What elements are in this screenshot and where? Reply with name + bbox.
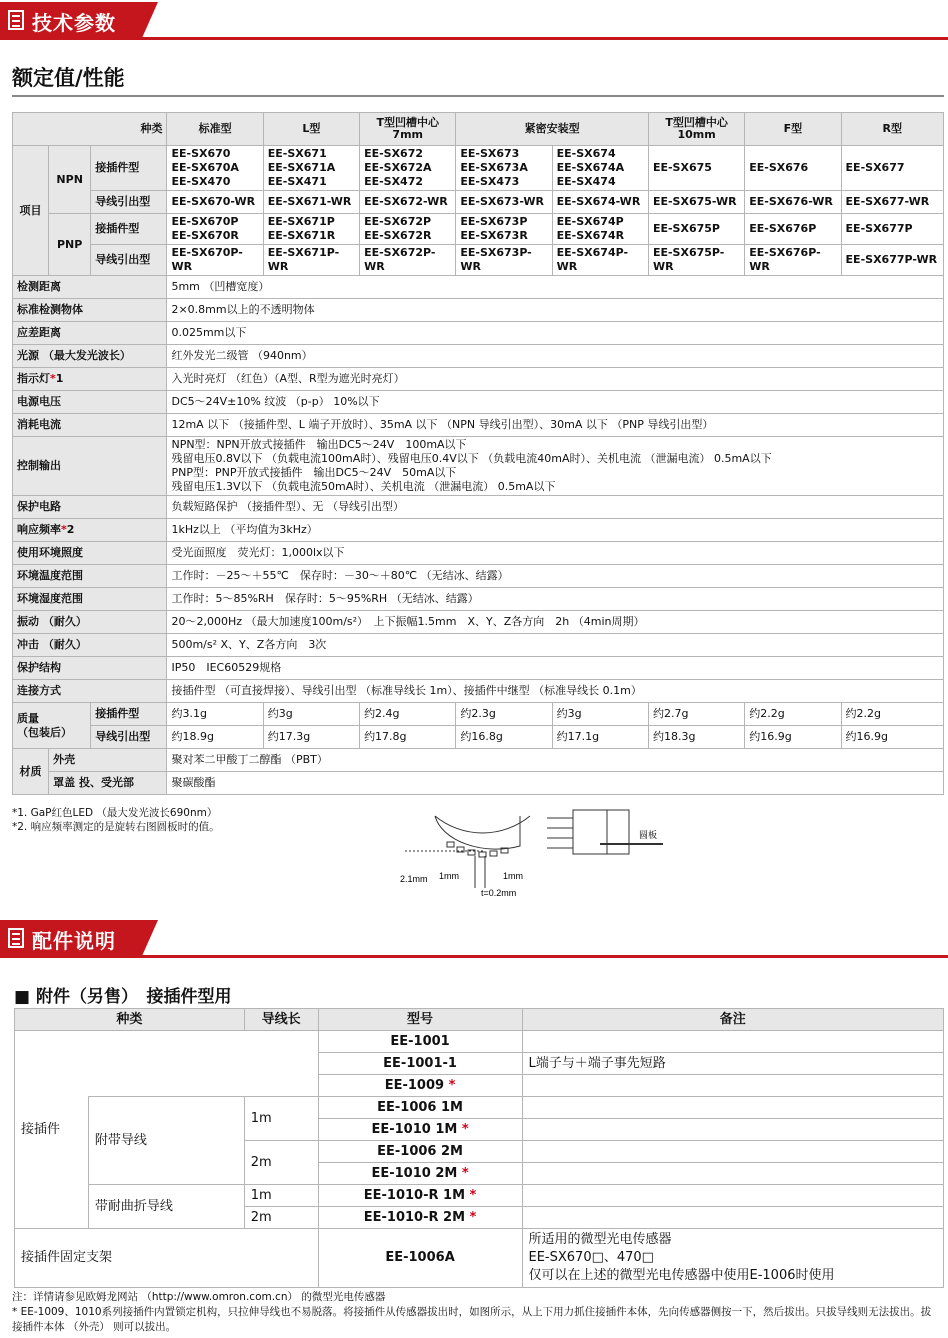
spec-label — [13, 657, 167, 680]
acc-col-length: 导线长 — [244, 1009, 318, 1031]
spec-row — [13, 345, 944, 368]
mass-value: 约17.3g — [263, 726, 359, 749]
note-number: 1 — [55, 372, 64, 385]
note-number: 2 — [66, 523, 75, 536]
footer-note-1: 注：详情请参见欧姆龙网站 （http://www.omron.com.cn） 的微型光电传感器 — [12, 1291, 386, 1303]
acc-remark — [522, 1207, 944, 1229]
spec-value: 入光时亮灯 （红色）（A型、R型为遮光时亮灯） — [167, 368, 944, 391]
acc-model: EE-1006 2M — [318, 1141, 522, 1163]
acc-header-row — [15, 1009, 944, 1031]
section-banner-accessories — [0, 920, 948, 958]
acc-star: * — [461, 1121, 469, 1137]
acc-remark — [522, 1163, 944, 1185]
acc-col-remark: 备注 — [522, 1009, 944, 1031]
model-cell: EE-SX677P — [841, 214, 943, 245]
mass-value: 约2.4g — [360, 703, 456, 726]
acc-bracket-model: EE-1006A — [318, 1229, 522, 1288]
spec-label — [13, 611, 167, 634]
acc-remark: L端子与＋端子事先短路 — [522, 1053, 944, 1075]
material-label: 材质 — [13, 749, 49, 795]
acc-star: * — [469, 1209, 477, 1225]
pnp-label: PNP — [49, 214, 91, 276]
footer-note-2: * EE-1009、1010系列接插件内置锁定机构，只拉伸导线也不易脱落。将接插件从传感器拔出时，如图所示，从上下用力抓住接插件本体，先向传感器侧按一下，然后拔出。只拔导线则无法拔出。拔接插件本体 （外壳） 则可以拔出。 — [12, 1306, 932, 1333]
spec-row — [13, 588, 944, 611]
spec-value: 500m/s² X、Y、Z各方向 3次 — [167, 634, 944, 657]
spec-label — [13, 391, 167, 414]
acc-length-1m: 1m — [244, 1185, 318, 1207]
spec-row — [13, 276, 944, 299]
model-cell: EE-SX672P-WR — [360, 245, 456, 276]
board-label: 圆板 — [639, 830, 658, 840]
pnp-cable-row — [13, 245, 944, 276]
spec-value: 2×0.8mm以上的不透明物体 — [167, 299, 944, 322]
note-2: *2. 响应频率测定的是旋转右图圆板时的值。 — [12, 821, 220, 833]
spec-label — [13, 634, 167, 657]
type-label: 种类 — [13, 113, 167, 146]
spec-value: 12mA 以下 （接插件型、L 端子开放时）、35mA 以下 （NPN 导线引出型）、30mA 以下 （PNP 导线引出型） — [167, 414, 944, 437]
rotating-disk-diagram — [395, 806, 695, 902]
spec-row — [13, 680, 944, 703]
model-cell: EE-SX677 — [841, 146, 943, 191]
spec-table — [12, 112, 944, 795]
col-t7: T型凹槽中心7mm — [360, 113, 456, 146]
spec-row — [13, 611, 944, 634]
model-cell: EE-SX676 — [745, 146, 841, 191]
spec-value: 5mm （凹槽宽度） — [167, 276, 944, 299]
spec-row — [13, 322, 944, 345]
section-title: 配件说明 — [32, 929, 116, 953]
spec-label-text: 环境温度范围 — [17, 569, 83, 582]
col-f-type: F型 — [745, 113, 841, 146]
acc-model: EE-1010 1M * — [318, 1119, 522, 1141]
spec-label — [13, 496, 167, 519]
spec-label — [13, 345, 167, 368]
spec-label-text: 控制输出 — [17, 459, 61, 472]
acc-model: EE-1001-1 — [318, 1053, 522, 1075]
acc-remark — [522, 1141, 944, 1163]
acc-col-model: 型号 — [318, 1009, 522, 1031]
spec-value: 红外发光二级管 （940nm） — [167, 345, 944, 368]
spec-row — [13, 437, 944, 496]
spec-value: 工作时：－25～＋55℃ 保存时：－30～＋80℃ （无结冰、结露） — [167, 565, 944, 588]
spec-row — [13, 657, 944, 680]
spec-value: 接插件型 （可直接焊接）、导线引出型 （标准导线长 1m）、接插件中继型 （标准导线长 0.1m） — [167, 680, 944, 703]
mass-cable-row — [13, 726, 944, 749]
model-cell: EE-SX675P — [648, 214, 744, 245]
acc-model: EE-1010-R 2M * — [318, 1207, 522, 1229]
accessory-table — [14, 1008, 944, 1288]
acc-flex-cable-label: 带耐曲折导线 — [88, 1185, 244, 1229]
col-standard: 标准型 — [167, 113, 263, 146]
acc-remark — [522, 1031, 944, 1053]
model-cell: EE-SX677-WR — [841, 191, 943, 214]
model-cell: EE-SX676P — [745, 214, 841, 245]
acc-model: EE-1006 1M — [318, 1097, 522, 1119]
spec-value: DC5～24V±10% 纹波 （p-p） 10%以下 — [167, 391, 944, 414]
spec-row — [13, 368, 944, 391]
spec-label — [13, 299, 167, 322]
spec-label — [13, 276, 167, 299]
acc-with-cable-label: 附带导线 — [88, 1097, 244, 1185]
spec-value: NPN型：NPN开放式接插件 输出DC5～24V 100mA以下 残留电压0.8V以下 （负载电流100mA时）、残留电压0.4V以下 （负载电流40mA时）、关机电流 （泄漏电流） 0.5mA以下 PNP型：PNP开放式接插件 输出DC5～24V 50mA以下 残留电压1.3V以下 （负载电流50mA时）、关机电流 （泄漏电流） 0.5mA以下 — [167, 437, 944, 496]
mass-value: 约17.1g — [552, 726, 648, 749]
model-cell: EE-SX677P-WR — [841, 245, 943, 276]
spec-row — [13, 496, 944, 519]
case-value: 聚对苯二甲酸丁二醇酯 （PBT） — [167, 749, 944, 772]
spec-row — [13, 565, 944, 588]
mass-cable-label: 导线引出型 — [91, 726, 167, 749]
mass-connector-label: 接插件型 — [91, 703, 167, 726]
model-cell: EE-SX671P EE-SX671R — [263, 214, 359, 245]
model-cell: EE-SX672-WR — [360, 191, 456, 214]
acc-bracket-remark: 所适用的微型光电传感器 EE-SX670□、470□ 仅可以在上述的微型光电传感器中使用E-1006时使用 — [522, 1229, 944, 1288]
spec-value: IP50 IEC60529规格 — [167, 657, 944, 680]
banner-line — [0, 37, 948, 40]
spec-label-text: 电源电压 — [17, 395, 61, 408]
model-cell: EE-SX670P EE-SX670R — [167, 214, 263, 245]
acc-remark — [522, 1119, 944, 1141]
spec-value: 受光面照度 荧光灯：1,000lx以下 — [167, 542, 944, 565]
spec-label-text: 保护结构 — [17, 661, 61, 674]
pnp-cable-label: 导线引出型 — [91, 245, 167, 276]
acc-row — [15, 1031, 944, 1053]
spec-label-text: 标准检测物体 — [17, 303, 83, 316]
model-cell: EE-SX674-WR — [552, 191, 648, 214]
col-l-type: L型 — [263, 113, 359, 146]
acc-length-1m: 1m — [244, 1097, 318, 1141]
model-cell: EE-SX672P EE-SX672R — [360, 214, 456, 245]
acc-remark — [522, 1097, 944, 1119]
acc-col-type: 种类 — [15, 1009, 245, 1031]
model-cell: EE-SX675 — [648, 146, 744, 191]
mass-value: 约18.3g — [648, 726, 744, 749]
spec-notes — [12, 806, 220, 834]
heading-rule — [12, 95, 944, 97]
spec-label — [13, 437, 167, 496]
mass-label: 质量 （包装后） — [13, 703, 91, 749]
spec-value: 工作时：5～85%RH 保存时：5～95%RH （无结冰、结露） — [167, 588, 944, 611]
spec-row — [13, 542, 944, 565]
accessory-heading: ■ 附件（另售） 接插件型用 — [14, 987, 232, 1007]
cover-label: 罩盖 投、受光部 — [49, 772, 167, 795]
mass-value: 约16.8g — [456, 726, 552, 749]
col-t10: T型凹槽中心10mm — [648, 113, 744, 146]
spec-row — [13, 519, 944, 542]
mass-value: 约17.8g — [360, 726, 456, 749]
model-cell: EE-SX670P-WR — [167, 245, 263, 276]
spec-label — [13, 565, 167, 588]
mass-value: 约2.3g — [456, 703, 552, 726]
mass-connector-row — [13, 703, 944, 726]
acc-row — [15, 1185, 944, 1207]
mass-value: 约2.2g — [745, 703, 841, 726]
acc-length-2m: 2m — [244, 1141, 318, 1185]
pnp-connector-row — [13, 214, 944, 245]
mass-value: 约3g — [263, 703, 359, 726]
col-compact: 紧密安装型 — [456, 113, 649, 146]
acc-model: EE-1009 * — [318, 1075, 522, 1097]
spec-label-text: 环境湿度范围 — [17, 592, 83, 605]
model-cell: EE-SX672 EE-SX672A EE-SX472 — [360, 146, 456, 191]
item-label: 项目 — [13, 146, 49, 276]
npn-cable-label: 导线引出型 — [91, 191, 167, 214]
footer-notes — [12, 1290, 937, 1335]
spec-label — [13, 322, 167, 345]
spec-label — [13, 368, 167, 391]
material-cover-row — [13, 772, 944, 795]
acc-remark — [522, 1075, 944, 1097]
model-cell: EE-SX671-WR — [263, 191, 359, 214]
document-icon — [8, 10, 24, 30]
model-cell: EE-SX673-WR — [456, 191, 552, 214]
model-cell: EE-SX673 EE-SX673A EE-SX473 — [456, 146, 552, 191]
banner-line — [0, 955, 948, 958]
npn-label: NPN — [49, 146, 91, 214]
spec-label — [13, 519, 167, 542]
npn-connector-row — [13, 146, 944, 191]
spec-row — [13, 634, 944, 657]
acc-connector-label: 接插件 — [15, 1031, 89, 1229]
acc-model: EE-1010 2M * — [318, 1163, 522, 1185]
spec-row — [13, 299, 944, 322]
mass-value: 约2.2g — [841, 703, 943, 726]
spec-value: 0.025mm以下 — [167, 322, 944, 345]
mass-value: 约16.9g — [745, 726, 841, 749]
model-cell: EE-SX675-WR — [648, 191, 744, 214]
acc-length-2m: 2m — [244, 1207, 318, 1229]
spec-label-text: 保护电路 — [17, 500, 61, 513]
model-cell: EE-SX673P-WR — [456, 245, 552, 276]
spec-label — [13, 414, 167, 437]
model-cell: EE-SX676-WR — [745, 191, 841, 214]
npn-cable-row — [13, 191, 944, 214]
mass-value: 约16.9g — [841, 726, 943, 749]
spec-row — [13, 391, 944, 414]
mass-value: 约3g — [552, 703, 648, 726]
acc-model: EE-1001 — [318, 1031, 522, 1053]
model-cell: EE-SX671 EE-SX671A EE-SX471 — [263, 146, 359, 191]
spec-label — [13, 680, 167, 703]
section-title: 技术参数 — [32, 11, 116, 35]
model-cell: EE-SX670 EE-SX670A EE-SX470 — [167, 146, 263, 191]
document-icon — [8, 928, 24, 948]
spec-label-text: 光源 （最大发光波长） — [17, 349, 131, 362]
spec-label-text: 检测距离 — [17, 280, 61, 293]
model-cell: EE-SX674P-WR — [552, 245, 648, 276]
acc-model: EE-1010-R 1M * — [318, 1185, 522, 1207]
model-cell: EE-SX670-WR — [167, 191, 263, 214]
disk-outline — [435, 816, 530, 833]
spec-label-text: 指示灯 — [17, 372, 50, 385]
spec-label-text: 使用环境照度 — [17, 546, 83, 559]
spec-label — [13, 542, 167, 565]
spec-value: 20～2,000Hz （最大加速度100m/s²） 上下振幅1.5mm X、Y、Z各方向 2h （4min周期） — [167, 611, 944, 634]
acc-bracket-label: 接插件固定支架 — [15, 1229, 319, 1288]
note-mark: * — [61, 523, 67, 536]
acc-star: * — [469, 1187, 477, 1203]
model-cell: EE-SX675P-WR — [648, 245, 744, 276]
spec-label-text: 消耗电流 — [17, 418, 61, 431]
section-banner-specs — [0, 2, 948, 40]
model-cell: EE-SX674P EE-SX674R — [552, 214, 648, 245]
cover-value: 聚碳酸酯 — [167, 772, 944, 795]
dim-1mm-b: 1mm — [503, 871, 523, 881]
spec-row — [13, 414, 944, 437]
spec-label-text: 振动 （耐久） — [17, 615, 87, 628]
spec-label-text: 冲击 （耐久） — [17, 638, 87, 651]
page-heading: 额定值/性能 — [12, 66, 125, 90]
mass-value: 约18.9g — [167, 726, 263, 749]
mass-value: 约3.1g — [167, 703, 263, 726]
case-label: 外壳 — [49, 749, 167, 772]
acc-star: * — [448, 1077, 456, 1093]
spec-label-text: 响应频率 — [17, 523, 61, 536]
header-row — [13, 113, 944, 146]
dim-2-1: 2.1mm — [400, 874, 428, 884]
spec-label — [13, 588, 167, 611]
acc-bracket-row — [15, 1229, 944, 1288]
model-cell: EE-SX676P-WR — [745, 245, 841, 276]
note-mark: * — [50, 372, 56, 385]
note-1: *1. GaP红色LED （最大发光波长690nm） — [12, 807, 218, 819]
acc-row — [15, 1097, 944, 1119]
acc-remark — [522, 1185, 944, 1207]
model-cell: EE-SX673P EE-SX673R — [456, 214, 552, 245]
acc-star: * — [461, 1165, 469, 1181]
acc-blank — [88, 1031, 318, 1097]
mass-value: 约2.7g — [648, 703, 744, 726]
dim-thickness: t=0.2mm — [481, 888, 517, 898]
spec-label-text: 应差距离 — [17, 326, 61, 339]
model-cell: EE-SX671P-WR — [263, 245, 359, 276]
spec-value: 负载短路保护 （接插件型）、无 （导线引出型） — [167, 496, 944, 519]
npn-connector-label: 接插件型 — [91, 146, 167, 191]
col-r-type: R型 — [841, 113, 943, 146]
material-case-row — [13, 749, 944, 772]
pnp-connector-label: 接插件型 — [91, 214, 167, 245]
spec-label-text: 连接方式 — [17, 684, 61, 697]
dim-1mm-a: 1mm — [439, 871, 459, 881]
spec-value: 1kHz以上 （平均值为3kHz） — [167, 519, 944, 542]
model-cell: EE-SX674 EE-SX674A EE-SX474 — [552, 146, 648, 191]
